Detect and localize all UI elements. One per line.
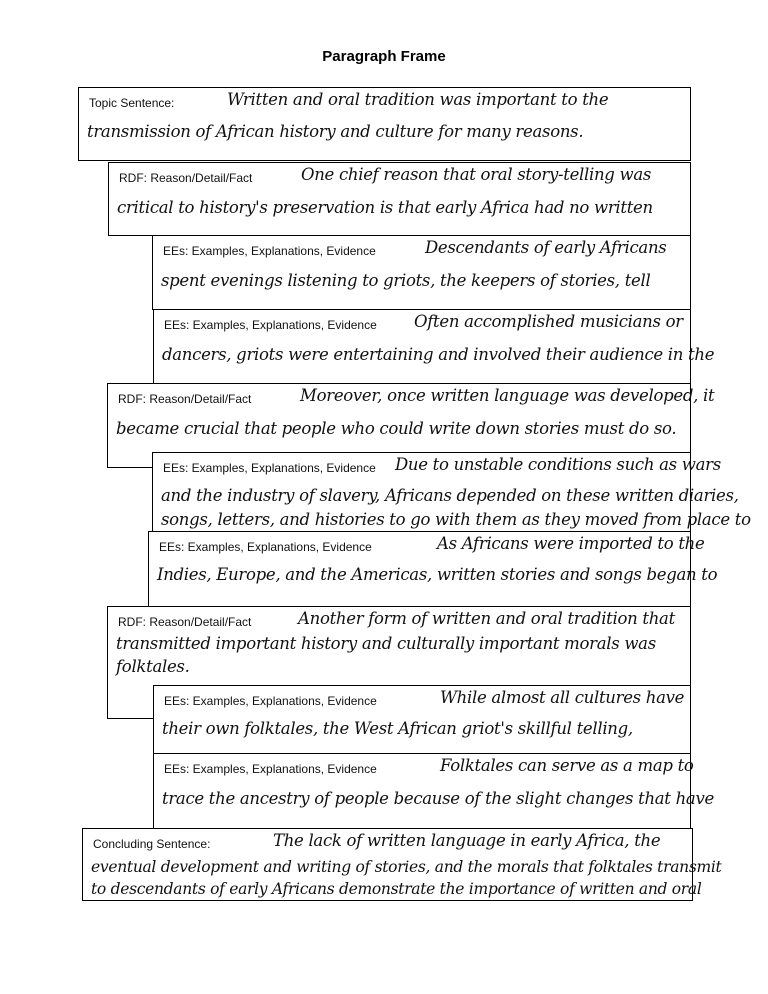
section-text: Often accomplished musicians or [414,312,683,331]
section-text: their own folktales, the West African griot's skillful telling, [162,719,633,738]
section-text: critical to history's preservation is that early Africa had no written [117,198,653,217]
section-text: Written and oral tradition was important to the [227,90,609,109]
section-text: One chief reason that oral story-telling was [301,165,652,184]
section-text: transmission of African history and culture for many reasons. [87,122,584,141]
section-label: RDF: Reason/Detail/Fact [119,171,253,185]
section-text: became crucial that people who could write down stories must do so. [116,419,677,438]
section-label: RDF: Reason/Detail/Fact [118,392,252,406]
section-text: Indies, Europe, and the Americas, written stories and songs began to [157,565,718,584]
ee-box-5 [153,685,691,755]
topic-sentence-box [78,87,691,161]
section-label: EEs: Examples, Explanations, Evidence [164,318,377,332]
section-text: dancers, griots were entertaining and involved their audience in the [162,345,715,364]
section-text: Moreover, once written language was developed, it [300,386,715,405]
section-text: spent evenings listening to griots, the keepers of stories, tell [161,271,651,290]
ee-box-1 [152,235,691,310]
section-text: As Africans were imported to the [437,534,705,553]
section-text: eventual development and writing of stories, and the morals that folktales transmit [91,858,722,876]
section-text: Due to unstable conditions such as wars [395,455,721,474]
section-text: transmitted important history and culturally important morals was [116,634,656,653]
section-text: folktales. [116,657,190,676]
section-label: RDF: Reason/Detail/Fact [118,615,252,629]
section-text: Descendants of early Africans [425,238,667,257]
ee-box-3 [152,452,751,532]
section-text: to descendants of early Africans demonstrate the importance of written and oral [91,880,702,898]
section-label: EEs: Examples, Explanations, Evidence [164,762,377,776]
section-text: trace the ancestry of people because of the slight changes that have [162,789,714,808]
section-label: EEs: Examples, Explanations, Evidence [163,244,376,258]
section-text: Another form of written and oral tradition that [298,609,675,628]
section-text: While almost all cultures have [440,688,685,707]
section-text: The lack of written language in early Africa, the [273,831,661,850]
page-title: Paragraph Frame [322,48,446,65]
section-label: Topic Sentence: [89,96,175,110]
section-label: EEs: Examples, Explanations, Evidence [164,694,377,708]
ee-box-4 [148,531,718,607]
ee-box-2 [153,309,715,384]
concluding-sentence-box [82,828,722,901]
section-label: Concluding Sentence: [93,837,211,851]
rdf-box-1 [108,162,691,236]
ee-box-6 [153,753,714,829]
section-text: Folktales can serve as a map to [440,756,694,775]
section-text: and the industry of slavery, Africans depended on these written diaries, [161,486,739,505]
section-label: EEs: Examples, Explanations, Evidence [163,461,376,475]
section-label: EEs: Examples, Explanations, Evidence [159,540,372,554]
section-text: songs, letters, and histories to go with them as they moved from place to [161,510,751,529]
